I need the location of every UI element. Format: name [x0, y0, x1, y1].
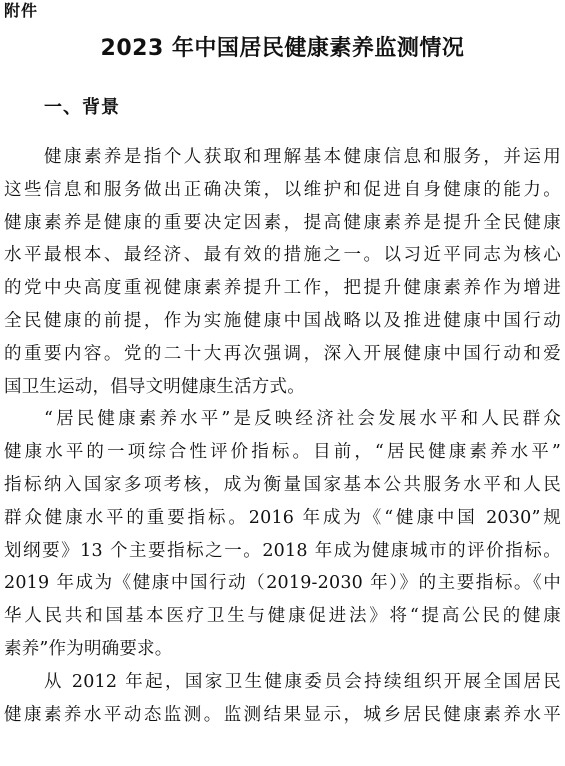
paragraph-line: 从 2012 年起，国家卫生健康委员会持续组织开展全国居民: [44, 671, 561, 692]
paragraph-line: 健康素养是健康的重要决定因素，提高健康素养是提升全民健康: [4, 212, 561, 233]
paragraph-line: 这些信息和服务做出正确决策，以维护和促进自身健康的能力。: [4, 179, 561, 200]
document-body: [4, 141, 561, 731]
paragraph-line: 2019 年成为《健康中国行动（2019-2030 年）》的主要指标。《中: [4, 573, 561, 594]
document-title: 2023 年中国居民健康素养监测情况: [100, 36, 465, 61]
paragraph-line: 指标纳入国家多项考核，成为衡量国家基本公共服务水平和人民: [4, 474, 561, 495]
paragraph-line: 群众健康水平的重要指标。2016 年成为《“健康中国 2030”规: [4, 507, 561, 528]
paragraph-line: 全民健康的前提，作为实施健康中国战略以及推进健康中国行动: [4, 310, 561, 331]
paragraph-line: 国卫生运动，倡导文明健康生活方式。: [4, 376, 305, 397]
paragraph-line: 水平最根本、最经济、最有效的措施之一。以习近平同志为核心: [4, 245, 561, 266]
paragraph-line: 健康水平的一项综合性评价指标。目前，“居民健康素养水平”: [4, 442, 561, 463]
paragraph-line: 的党中央高度重视健康素养提升工作，把提升健康素养作为增进: [4, 278, 561, 299]
paragraph-line: 划纲要》13 个主要指标之一。2018 年成为健康城市的评价指标。: [4, 540, 561, 561]
paragraph-line: 素养”作为明确要求。: [4, 638, 173, 659]
attachment-label: 附件: [4, 1, 39, 20]
paragraph-line: “居民健康素养水平”是反映经济社会发展水平和人民群众: [44, 409, 561, 430]
paragraph-line: 华人民共和国基本医疗卫生与健康促进法》将“提高公民的健康: [4, 606, 561, 627]
paragraph-line: 健康素养水平动态监测。监测结果显示，城乡居民健康素养水平: [4, 704, 561, 725]
paragraph-line: 的重要内容。党的二十大再次强调，深入开展健康中国行动和爱: [4, 343, 561, 364]
section-heading-background: 一、背景: [44, 97, 120, 118]
paragraph-line: 健康素养是指个人获取和理解基本健康信息和服务，并运用: [44, 147, 561, 167]
